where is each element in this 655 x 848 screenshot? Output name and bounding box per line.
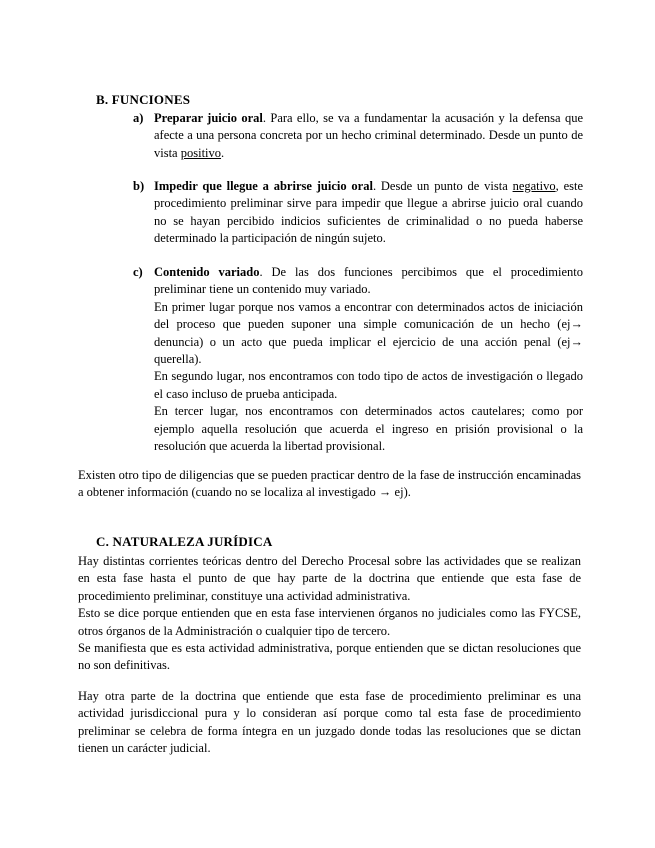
item-text — [154, 178, 583, 248]
item-title: Preparar juicio oral — [154, 111, 263, 125]
list-item-c — [133, 264, 583, 455]
item-title: Impedir que llegue a abrirse juicio oral — [154, 179, 373, 193]
item-marker: a) — [133, 111, 144, 125]
item-marker: c) — [133, 265, 143, 279]
item-body: . Para ello, se va a fundamentar la acusación y la defensa que afecte a una persona concreta por un hecho criminal determinado. Desde un punto de vista — [154, 111, 583, 160]
section-b-closing: Existen otro tipo de diligencias que se pueden practicar dentro de la fase de instrucción encaminadas a obtener información (cuando no se localiza al investigado → ej). — [78, 468, 581, 500]
list-item-a — [133, 110, 583, 162]
paragraph-line-group: Esto se dice porque entienden que en esta fase intervienen órganos no judiciales como las FYCSE, otros órganos de la Administración o cualquier tipo de tercero. — [78, 606, 581, 638]
underlined-term: negativo — [512, 179, 556, 193]
list-item-b — [133, 178, 583, 248]
item-text — [154, 264, 583, 455]
section-c-paragraph-1 — [78, 553, 581, 675]
item-paragraph-2: En segundo lugar, nos encontramos con todo tipo de actos de investigación o llegado el caso incluso de prueba anticipada. — [154, 369, 583, 401]
item-marker: b) — [133, 179, 145, 193]
paragraph-line-group: Se manifiesta que es esta actividad administrativa, porque entienden que se dictan resoluciones que no son definitivas. — [78, 641, 581, 673]
section-b-heading: B. FUNCIONES — [96, 92, 191, 107]
item-body-end: , este procedimiento preliminar sirve para impedir que llegue a abrirse juicio oral cuando no se hayan percibido indicios suficientes de criminalidad o no pueda haberse determinado la participación de ningún sujeto. — [154, 179, 583, 246]
item-paragraph-1: En primer lugar porque nos vamos a encontrar con determinados actos de iniciación del proceso que pueden suponer una simple comunicación de un hecho (ej→ denuncia) o un acto que pueda implicar el ejercicio de una acción penal (ej→ querella). — [154, 299, 583, 367]
item-body: . Desde un punto de vista — [372, 179, 513, 193]
item-body: . De las dos funciones percibimos que el procedimiento preliminar tiene un contenido muy variado. — [154, 265, 584, 297]
item-text — [154, 110, 583, 162]
underlined-term: positivo — [180, 145, 222, 160]
paragraph-line-group: Hay distintas corrientes teóricas dentro del Derecho Procesal sobre las actividades que se realizan en esta fase hasta el punto de que hay parte de la doctrina que entiende que esta fase de procedimiento preliminar, constituye una actividad administrativa. — [78, 554, 581, 603]
section-c-heading: C. NATURALEZA JURÍDICA — [96, 534, 273, 549]
item-intro — [154, 264, 583, 299]
item-body-end: . — [221, 145, 225, 160]
section-c-paragraph-2: Hay otra parte de la doctrina que entiende que esta fase de procedimiento preliminar es una actividad jurisdiccional pura y lo consideran así porque como tal esta fase de procedimiento preliminar se celebra de forma íntegra en un juzgado donde todas las resoluciones que se dictan tienen un carácter judicial. — [78, 689, 581, 756]
item-paragraph-3: En tercer lugar, nos encontramos con determinados actos cautelares; como por ejemplo aquella resolución que acuerda el ingreso en prisión provisional o la resolución que acuerda la libertad provisional. — [154, 404, 583, 454]
item-title: Contenido variado — [154, 265, 260, 279]
